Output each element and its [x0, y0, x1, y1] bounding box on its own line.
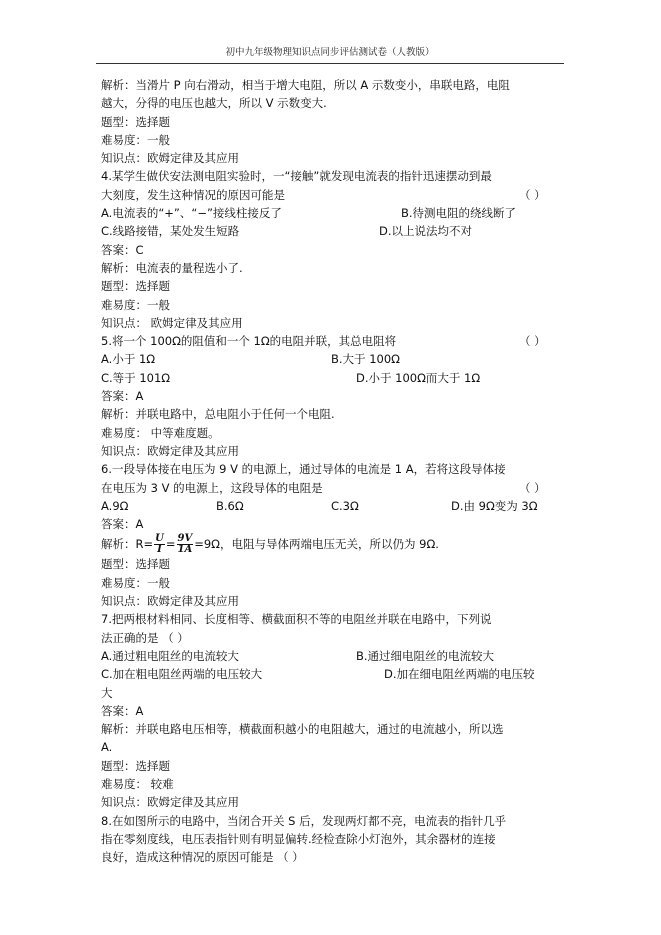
- question-8-stem: 8.在如图所示的电路中，当闭合开关 S 后，发现两灯都不亮，电流表的指针几乎: [101, 813, 507, 828]
- option-a: A.小于 1Ω: [101, 352, 156, 367]
- answer: 答案：A: [101, 517, 144, 532]
- option-a: A.9Ω: [101, 498, 129, 513]
- question-6-options: [101, 497, 563, 515]
- answer: 答案：A: [101, 703, 144, 718]
- explanation: 解析：并联电路中，总电阻小于任何一个电阻.: [101, 407, 335, 422]
- option-b: B.通过细电阻丝的电流较大: [356, 648, 495, 663]
- question-type: 题型：选择题: [101, 758, 170, 773]
- difficulty: 难易度： 中等难度题。: [101, 425, 220, 440]
- option-d: D.加在细电阻丝两端的电压较: [384, 667, 535, 682]
- fraction-9v-over-1a: [177, 534, 194, 555]
- option-d: D.以上说法均不对: [379, 224, 473, 239]
- question-4-options-cd: [101, 222, 563, 240]
- question-6-stem: 6.一段导体接在电压为 9 V 的电源上，通过导体的电流是 1 A，若将这段导体接: [101, 462, 506, 477]
- option-d: D.小于 100Ω而大于 1Ω: [356, 370, 481, 385]
- knowledge-point: 知识点：欧姆定律及其应用: [101, 594, 239, 609]
- option-b: B.大于 100Ω: [331, 352, 400, 367]
- knowledge-point: 知识点： 欧姆定律及其应用: [101, 315, 243, 330]
- text-line: 越大，分得的电压也越大，所以 V 示数变大.: [101, 96, 327, 111]
- difficulty: 难易度： 较难: [101, 776, 174, 791]
- question-5-options-cd: [101, 369, 563, 387]
- question-7-stem: 7.把两根材料相同、长度相等、横截面积不等的电阻丝并联在电路中，下列说: [101, 612, 492, 627]
- fraction-numerator: U: [155, 532, 164, 544]
- explanation-formula: [101, 533, 563, 555]
- question-4-stem: 4.某学生做伏安法测电阻实验时，一“接触”就发现电流表的指针迅速摆动到最: [101, 169, 492, 184]
- difficulty: 难易度：一般: [101, 297, 170, 312]
- answer-paren: （ ）: [519, 480, 546, 495]
- option-c: C.线路接错，某处发生短路: [101, 224, 240, 239]
- fraction-denominator: 1A: [177, 543, 193, 555]
- answer: 答案：A: [101, 389, 144, 404]
- question-8-stem-cont: 指在零刻度线，电压表指针则有明显偏转.经检查除小灯泡外，其余器材的连接: [101, 831, 496, 846]
- question-4-stem-cont: [101, 186, 563, 204]
- question-5-stem: [101, 332, 563, 350]
- explanation: 解析：并联电路电压相等，横截面积越小的电阻越大，通过的电流越小，所以选: [101, 722, 504, 737]
- question-8-stem-cont: 良好，造成这种情况的原因可能是 （ ）: [101, 850, 304, 865]
- question-6-stem-cont: [101, 479, 563, 497]
- question-type: 题型：选择题: [101, 114, 170, 129]
- explanation: 解析：电流表的量程选小了.: [101, 260, 243, 275]
- option-d: D.由 9Ω变为 3Ω: [451, 498, 538, 513]
- option-a: A.电流表的“+”、“−”接线柱接反了: [101, 206, 282, 221]
- equals-sign: =: [165, 537, 176, 552]
- text-line: 解析：当滑片 P 向右滑动，相当于增大电阻，所以 A 示数变小，串联电路，电阻: [101, 78, 510, 92]
- question-7-options-cd: [101, 665, 563, 683]
- answer: 答案：C: [101, 242, 144, 257]
- page-header: 初中九年级物理知识点同步评估测试卷（人教版）: [96, 44, 564, 64]
- explanation-suffix: =9Ω，电阻与导体两端电压无关，所以仍为 9Ω.: [194, 537, 439, 552]
- question-4-options-ab: [101, 204, 563, 222]
- fraction-numerator: 9V: [177, 532, 193, 544]
- difficulty: 难易度：一般: [101, 132, 170, 147]
- option-b: B.待测电阻的绕线断了: [401, 206, 517, 221]
- question-type: 题型：选择题: [101, 279, 170, 294]
- question-4-stem-text: 大刻度，发生这种情况的原因可能是: [101, 187, 285, 202]
- question-7-stem-cont: 法正确的是 （ ）: [101, 630, 189, 645]
- knowledge-point: 知识点：欧姆定律及其应用: [101, 151, 239, 166]
- knowledge-point: 知识点：欧姆定律及其应用: [101, 795, 239, 810]
- question-type: 题型：选择题: [101, 557, 170, 572]
- option-c: C.加在粗电阻丝两端的电压较大: [101, 667, 263, 682]
- option-c: C.3Ω: [331, 498, 359, 513]
- option-a: A.通过粗电阻丝的电流较大: [101, 648, 239, 663]
- option-b: B.6Ω: [216, 498, 244, 513]
- difficulty: 难易度：一般: [101, 575, 170, 590]
- answer-paren: （ ）: [519, 334, 546, 349]
- question-7-options-ab: [101, 647, 563, 665]
- question-5-stem-text: 5.将一个 100Ω的阻值和一个 1Ω的电阻并联，其总电阻将: [101, 334, 397, 349]
- option-d-cont: 大: [101, 685, 113, 700]
- answer-paren: （ ）: [519, 187, 546, 202]
- fraction-u-over-i: [154, 534, 165, 555]
- explanation-prefix: 解析：R=: [101, 537, 154, 552]
- knowledge-point: 知识点：欧姆定律及其应用: [101, 443, 239, 458]
- question-5-options-ab: [101, 350, 563, 368]
- question-6-stem-text: 在电压为 3 V 的电源上，这段导体的电阻是: [101, 480, 323, 495]
- option-c: C.等于 101Ω: [101, 370, 171, 385]
- document-body: [101, 76, 563, 866]
- explanation-cont: A.: [101, 740, 113, 755]
- fraction-denominator: I: [157, 543, 162, 555]
